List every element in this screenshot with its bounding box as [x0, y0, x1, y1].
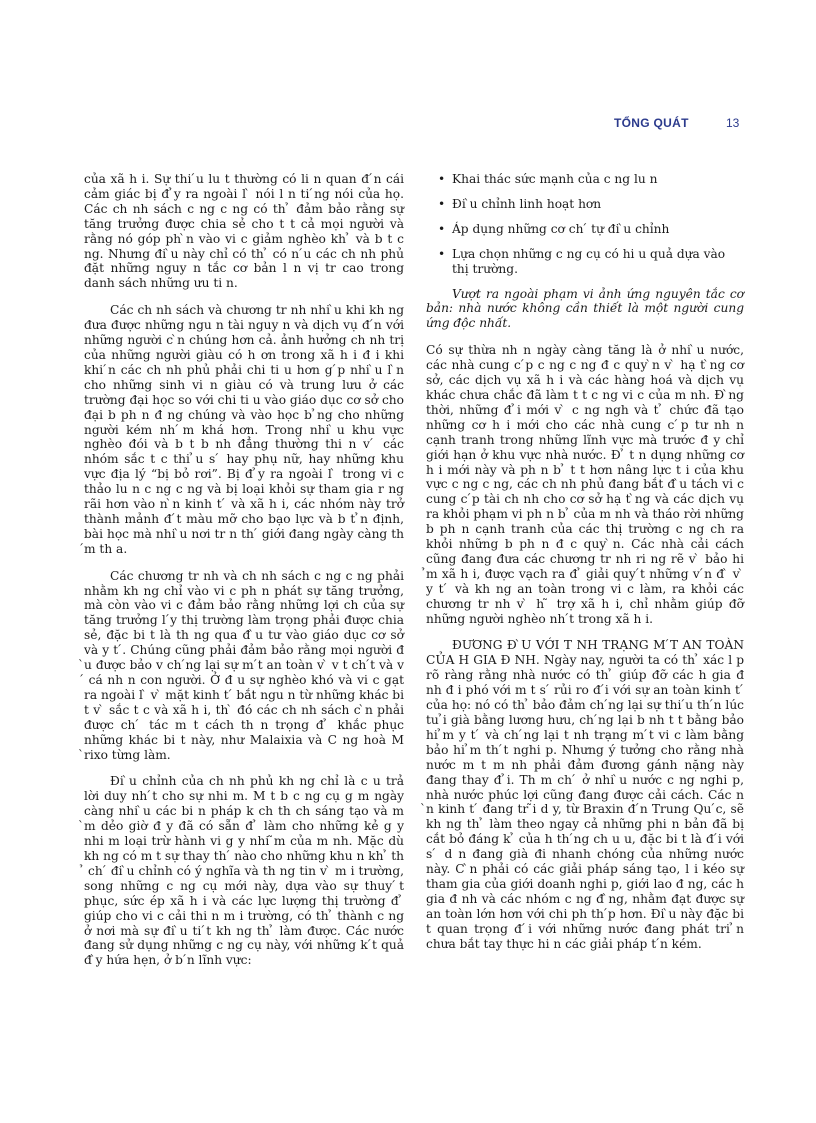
bullet-item: • Lựa chọn những c ng cụ có hi u quả dựa vào thị trường.	[426, 247, 744, 277]
page-number: 13	[726, 116, 740, 130]
body-paragraph: Các ch nh sách và chương tr nh nhi ̀u khi kh ng đưa được những ngu n tài nguy n và dịch vụ đ ́n với những người c ̀n chúng hơn cả. ảnh hưởng ch nh trị của những người giàu có h ơn trong xã h i đ i khi khi ́n các ch nh phủ phải chi ti u hơn g ́p nhi ̀u l ̀n cho những sinh vi n giàu có và trung lưu ở các trường đại học so với chi ti u vào giáo dục cơ sở cho đại b ph n đ ng chúng và vào học b ̉ng cho những người kém nh ́m khá hơn. Trong nhi ̀u khu vực nghèo đói và b t b nh đẳng thường thi n v ́ các nhóm sắc t c thi ̉u s ́ hay phụ nữ, hay những khu vực địa lý “bị bỏ rơi”. Bị đ ̉y ra ngoài l ̀ trong vi c thảo lu n c ng c ng và bị loại khỏi sự tham gia r ng rãi hơn vào n ̀n kinh t ́ và xã h i, các nhóm này trở thành mảnh đ ́t màu mỡ cho bạo lực và b t ̉n định, bài học mà nhi ̀u nơi tr n th ́ giới đang ngày càng th ́m th a.	[84, 303, 404, 556]
bullet-item: • Khai thác sức mạnh của c ng lu n	[426, 172, 744, 187]
left-column	[84, 172, 404, 980]
bullet-item: • Đi ̀u chỉnh linh hoạt hơn	[426, 197, 744, 212]
right-column	[426, 172, 744, 964]
running-header	[0, 116, 816, 134]
body-paragraph: của xã h i. Sự thi ́u lu t thường có li n quan đ ́n cái cảm giác bị đ ̉y ra ngoài l ̀ nói l n ti ́ng nói của họ. Các ch nh sách c ng c ng có th ̉ đảm bảo rằng sự tăng trưởng được chia sẻ cho t t cả mọi người và rằng nó góp ph ̀n vào vi c giảm nghèo kh ̉ và b t c ng. Nhưng đi ̀u này chỉ có th ̉ có n ́u các ch nh phủ đặt những nguy n tắc cơ bản l n vị tr cao trong danh sách những ưu ti n.	[84, 172, 404, 291]
body-paragraph: Các chương tr nh và ch nh sách c ng c ng phải nhằm kh ng chỉ vào vi c ph n phát sự tăng trưởng, mà còn vào vi c đảm bảo rằng những lợi ch của sự tăng trưởng l ́y thị trường làm trọng phải được chia sẻ, đặc bi t là th ng qua đ ̀u tư vào giáo dục cơ sở và y t ́. Chúng cũng phải đảm bảo rằng mọi người đ ̀u được bảo v ch ́ng lại sự m ́t an toàn v ̀ v t ch ́t và v ́ cá nh n con người. Ở đ u sự nghèo khó và vi c gạt ra ngoài l ̀ v ̀ mặt kinh t ́ bắt ngu n từ những khác bi t v ̀ sắc t c và xã h i, th ̀ đó các ch nh sách c ̀n phải được ch ́ tác m t cách th n trọng đ ̉ khắc phục những khác bi t này, như Malaixia và C ng hoà M ̀rixo từng làm.	[84, 568, 404, 762]
italic-subheading: Vượt ra ngoài phạm vi ảnh ứng nguyên tắc cơ bản: nhà nước không cần thiết là một người cung ứng độc nhất.	[426, 286, 744, 331]
chapter-title: TỔNG QUÁT	[614, 116, 689, 130]
body-paragraph: Đi ̀u chỉnh của ch nh phủ kh ng chỉ là c u trả lời duy nh ́t cho sự nhi m. M t b c ng cụ g m ngày càng nhi ̀u các bi n pháp k ch th ch sáng tạo và m ̀m dẻo giờ đ y đã có sẵn đ ̉ làm cho những kẻ g y nhi m loại trừ hành vi g y nhi ̃m của m nh. Mặc dù kh ng có m t sự thay th ́ nào cho những khu n kh ̉ th ̉ ch ́ đi ̀u chỉnh có ý nghĩa và th ng tin v ̀ m i trường, song những c ng cụ mới này, dựa vào sự thuy ́t phục, sức ép xã h i và các lực lượng thị trường đ ̉ giúp cho vi c cải thi n m i trường, có th ̉ thành c ng ở nơi mà sự đi ̀u ti ́t kh ng th ̉ làm được. Các nước đang sử dụng những c ng cụ này, với những k ́t quả đ ̀y hứa hẹn, ở b ́n lĩnh vực:	[84, 774, 404, 968]
bullet-item: • Áp dụng những cơ ch ́ tự đi ̀u chỉnh	[426, 222, 744, 237]
body-paragraph: Có sự thừa nh n ngày càng tăng là ở nhi ̀u nước, các nhà cung c ́p c ng c ng đ c quy ̀n v ̀ hạ t ̀ng cơ sở, các dịch vụ xã h i và các hàng hoá và dịch vụ khác chưa chắc đã làm t t c ng vi c của m nh. Đ ̀ng thời, những đ ̉i mới v ̀ c ng ngh và t ̉ chức đã tạo những cơ h i mới cho các nhà cung c ́p tư nh n cạnh tranh trong những lĩnh vực mà trước đ y chỉ giới hạn ở khu vực nhà nước. Đ ̉ t n dụng những cơ h i mới này và ph n b ̉ t t hơn nâng lực t i của khu vực c ng c ng, các ch nh phủ đang bắt đ ̀u tách vi c cung c ́p tài ch nh cho cơ sở hạ t ̀ng và các dịch vụ ra khỏi phạm vi ph n b ̉ của m nh và tháo rời những b ph n cạnh tranh của các thị trường c ng ch ra khỏi những b ph n đ c quy ̀n. Các nhà cải cách cũng đang đưa các chương tr nh ri ng rẽ v ̀ bảo hi ̉m xã h i, được vạch ra đ ̉ giải quy ́t những v ́n đ ̀ v ̀ y t ́ và kh ng an toàn trong vi c làm, ra khỏi các chương tr nh v ̀ h ̃ trợ xã h i, chỉ nhằm giúp đỡ những người nghèo nh ́t trong xã h i.	[426, 343, 744, 626]
bullet-list	[426, 172, 744, 277]
body-paragraph: ĐƯƠNG Đ ̀U VỚI T NH TRẠNG M ́T AN TOÀN CỦA H GIA Đ NH. Ngày nay, người ta có th ̉ xác l p rõ ràng rằng nhà nước có th ̉ giúp đỡ các h gia đ nh đ i phó với m t s ́ rủi ro đ ́i với sự an toàn kinh t ́ của họ: nó có th ̉ bảo đảm ch ́ng lại sự thi ́u th ́n lúc tu ̉i già bằng lương hưu, ch ́ng lại b nh t t bằng bảo hi ̉m y t ́ và ch ́ng lại t nh trạng m ́t vi c làm bằng bảo hi ̉m th ́t nghi p. Nhưng ý tưởng cho rằng nhà nước m t m nh phải đảm đương gánh nặng này đang thay đ ̉i. Th m ch ́ ở nhi ̀u nước c ng nghi p, nhà nước phúc lợi cũng đang được cải cách. Các n ̀n kinh t ́ đang tr ̃i d y, từ Braxin đ ́n Trung Qu ́c, sẽ kh ng th ̉ làm theo ngay cả những phi n bản đã bị cắt bỏ đáng k ̉ của h th ́ng ch u u, đặc bi t là đ ́i với s ́ d n đang già đi nhanh chóng của những nước này. C ̀n phải có các giải pháp sáng tạo, l i kéo sự tham gia của giới doanh nghi p, giới lao đ ng, các h gia đ nh và các nhóm c ng đ ̀ng, nhằm đạt được sự an toàn lớn hơn với chi ph th ́p hơn. Đi ̀u này đặc bi t quan trọng đ ́i với những nước đang phát tri ̉n chưa bắt tay thực hi n các giải pháp t ́n kém.	[426, 638, 744, 951]
